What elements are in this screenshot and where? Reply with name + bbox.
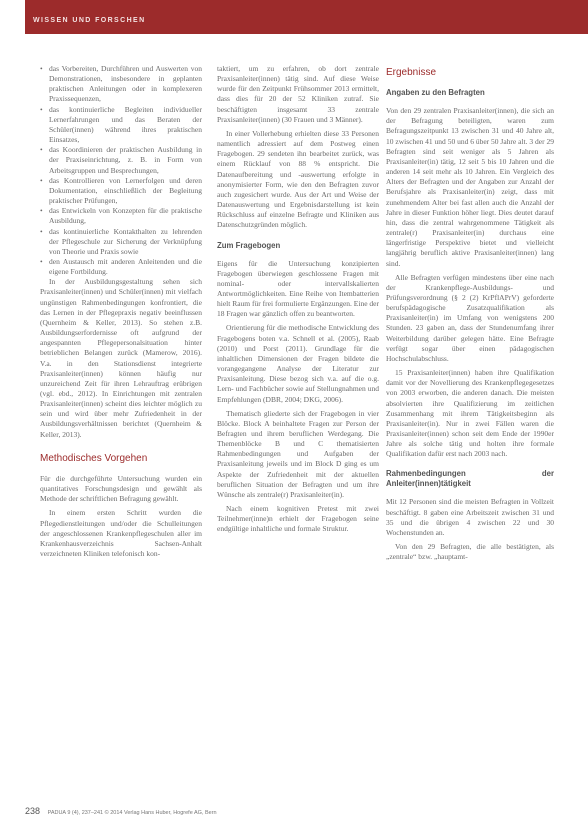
header-bar [25,0,588,34]
column-1 [40,64,202,563]
column-3 [386,64,554,566]
list-item: • das kontinuierliche Kontakthalten zu lehrenden der Pflegeschule zur Sicherung der Verknüpfung von Theorie und Praxis sowie [40,227,202,257]
paragraph: Orientierung für die methodische Entwicklung des Fragebogens boten v.a. Schnell et al. (2005), Raab (2010) und Porst (2011). Grundlage für die inhaltlichen Dimensionen der Fragen bildete die vorangegangene Analyse der Literatur zur Praxisanleitung. Diese bezog sich v.a. auf die o.g. Lern- und Fachbücher sowie auf Stellungnahmen und Empfehlungen (DBR, 2004; DKG, 2006). [217,323,379,404]
list-item: • das Entwickeln von Konzepten für die praktische Ausbildung, [40,206,202,226]
paragraph: Alle Befragten verfügen mindestens über eine nach der Krankenpflege-Ausbildungs- und Prüfungsverordnung (§ 2 (2) KrPflAPrV) geforderte berufspädagogische Zusatzqualifikation als Praxisanleiter(in) im Umfang von wenigstens 200 Stunden. 23 gaben an, dass der Stundenumfang ihrer Weiterbildung darüber gelegen hätte. Eine Befragte verfügt sogar über einen pädagogischen Hochschulabschluss. [386,272,554,363]
paragraph: Mit 12 Personen sind die meisten Befragten in Vollzeit beschäftigt. 8 gaben eine Arbeitszeit zwischen 31 und 35 und die übrigen 4 zwischen 22 und 30 Wochenstunden an. [386,497,554,537]
paragraph: Thematisch gliederte sich der Fragebogen in vier Blöcke. Block A beinhaltete Fragen zur Person der Befragten und ihrem beruflichen Werdegang. Die Themenblöcke B und C thematisierten Rahmenbedingungen und Aufgaben der Praxisanleitung jeweils und im Block D ging es um Aspekte der Zufriedenheit mit der aktuellen beruflichen Situation der Befragten und um ihre Wünsche als zentrale(r) Praxisanleiter(in). [217,408,379,499]
list-item: • das Kontrollieren von Lernerfolgen und deren Dokumentation, einschließlich der Begleitung praktischer Prüfungen, [40,176,202,206]
subsection-heading: Angaben zu den Befragten [386,88,485,98]
paragraph: Für die durchgeführte Untersuchung wurden ein quantitatives Forschungsdesign und gewählt als Methode der schriftlichen Befragung gewählt. [40,473,202,504]
paragraph: In der Ausbildungsgestaltung sehen sich Praxisanleiter(innen) und Schüler(innen) mit vielfach ungünstigen Rahmenbedingungen konfrontiert, die das Lernen in der Pflegepraxis negativ beeinflussen (Quernheim & Keller, 2013). So stehen z.B. Ausbildungserfordernisse oft aufgrund der angespannten Pflegepersonalsituation hinter betrieblichen Belangen zurück (Mamerow, 2016). V.a. in den Stationsdienst integrierte Praxisanleiter(innen) können häufig nur unzureichend Zeit für ihren Lehrauftrag erübrigen (vgl. ebd., 2012). In Einrichtungen mit zentralen Praxisanleiter(innen) scheint dies leichter möglich zu sein und wird über mehr Zufriedenheit in der Ausbildungsverhältnissen berichtet (Quernheim & Keller, 2013). [40,277,202,439]
paragraph: taktiert, um zu erfahren, ob dort zentrale Praxisanleiter(innen) tätig sind. Auf diese Weise wurde für den Zeitpunkt Frühsommer 2013 ermittelt, dass dies für 20 der 52 Kliniken zutraf. Sie beschäftigten insgesamt 33 zentrale Praxisanleiter(innen) (30 Frauen und 3 Männer). [217,64,379,124]
list-item: • das Koordinieren der praktischen Ausbildung in der Praxiseinrichtung, z. B. in Form von Arbeitsgruppen und Besprechungen, [40,145,202,175]
section-heading: Methodisches Vorgehen [40,452,148,464]
page-footer [25,806,565,816]
list-item: • den Austausch mit anderen Anleitenden und die eigene Fortbildung. [40,257,202,277]
list-item: • das kontinuierliche Begleiten individueller Lernerfahrungen und das Beraten der Schüler(innen) während ihres praktischen Einsatzes, [40,105,202,146]
paragraph: Von den 29 zentralen Praxisanleiter(innen), die sich an der Befragung beteiligten, waren zum Befragungszeitpunkt 13 zwischen 31 und 40 Jahre alt, 10 zwischen 41 und 50 und 6 über 50 Jahre alt. 3 der 29 Befragten sind seit weniger als 5 Jahren als Praxisanleiter(in) tätig, 12 seit 5 bis 10 Jahren und die anderen 14 seit mehr als 10 Jahren. Ein Vergleich des Alters der Befragten und der Angaben zur Anzahl der Berufsjahre als Praxisanleiter(in) zeigt, dass mit zunehmendem Alter bei fast allen auch die Anzahl der Jahre in dieser Funktion höher liegt. Dies deutet darauf hin, dass die zentral wahrgenommene Tätigkeit als zentrale(r) Praxisanleiter(in) durchaus eine längerfristige Perspektive bietet und vielleicht langjährig beruflich aktive Praxisanleiter(innen) lang sind. [386,106,554,268]
paragraph: 15 Praxisanleiter(innen) haben ihre Qualifikation damit vor der Novellierung des Krankenpflegegesetzes von 2003 erworben, die anderen danach. Die meisten absolvierten ihre Qualifizierung im zeitlichen Zusammenhang mit ihrem Tätigkeitsbeginn als Praxisanleiter(in). Nur in zwei Fällen waren die Praxisanleiter(innen) schon seit dem Ende der 1990er Jahre als solche tätig und holten ihre formale Qualifikation dafür erst nach 2003 nach. [386,368,554,459]
paragraph: Von den 29 Befragten, die alle bestätigten, als „zentrale“ bzw. „hauptamt- [386,542,554,562]
column-2 [217,64,379,539]
paragraph: In einer Vollerhebung erhielten diese 33 Personen namentlich adressiert auf dem Postweg einen Fragebogen. 29 sendeten ihn bearbeitet zurück, was einem Rücklauf von 88 % entspricht. Die Datenaufbereitung und -auswertung erfolgte in anonymisierter Form, wie den den Befragten zuvor auch zugesichert wurde. Aus der Art und Weise der Datenauswertung und Ergebnisdarstellung ist kein Rückschluss auf einzelne Befragte und Kliniken aus Datenschutzgründen möglich. [217,128,379,230]
bullet-list [40,64,202,277]
page-number: 238 [25,806,41,816]
section-label: WISSEN UND FORSCHEN [33,17,146,24]
list-item: • das Vorbereiten, Durchführen und Auswerten von Demonstrationen, insbesondere in geplanten praktischen Anleitungen oder in komplexeren Praxissequenzen, [40,64,202,105]
subsection-heading: Rahmenbedingungen der Anleiter(innen)tätigkeit [386,469,554,489]
paragraph: Nach einem kognitiven Pretest mit zwei Teilnehmer(inne)n erhielt der Fragebogen seine endgültige inhaltliche und formale Struktur. [217,504,379,534]
section-heading: Ergebnisse [386,67,437,78]
paragraph: Eigens für die Untersuchung konzipierten Fragebogen überwiegen geschlossene Fragen mit nominal- oder intervallskalierten Antwortmöglichkeiten. Eine Reihe von Itembatterien hielt Raum für frei formulierte Ergänzungen. Eine der 18 Fragen war gänzlich offen zu beantworten. [217,258,379,319]
subsection-heading: Zum Fragebogen [217,240,281,250]
paragraph: In einem ersten Schritt wurden die Pflegedienstleitungen und/oder die Schulleitungen der angeschlossenen Krankenpflegeschulen aller im Krankenhausverzeichnis Sachsen-Anhalt verzeichneten Kliniken telefonisch kon- [40,508,202,559]
citation: PADUA 9 (4), 237–241 © 2014 Verlag Hans Huber, Hogrefe AG, Bern [47,810,217,816]
